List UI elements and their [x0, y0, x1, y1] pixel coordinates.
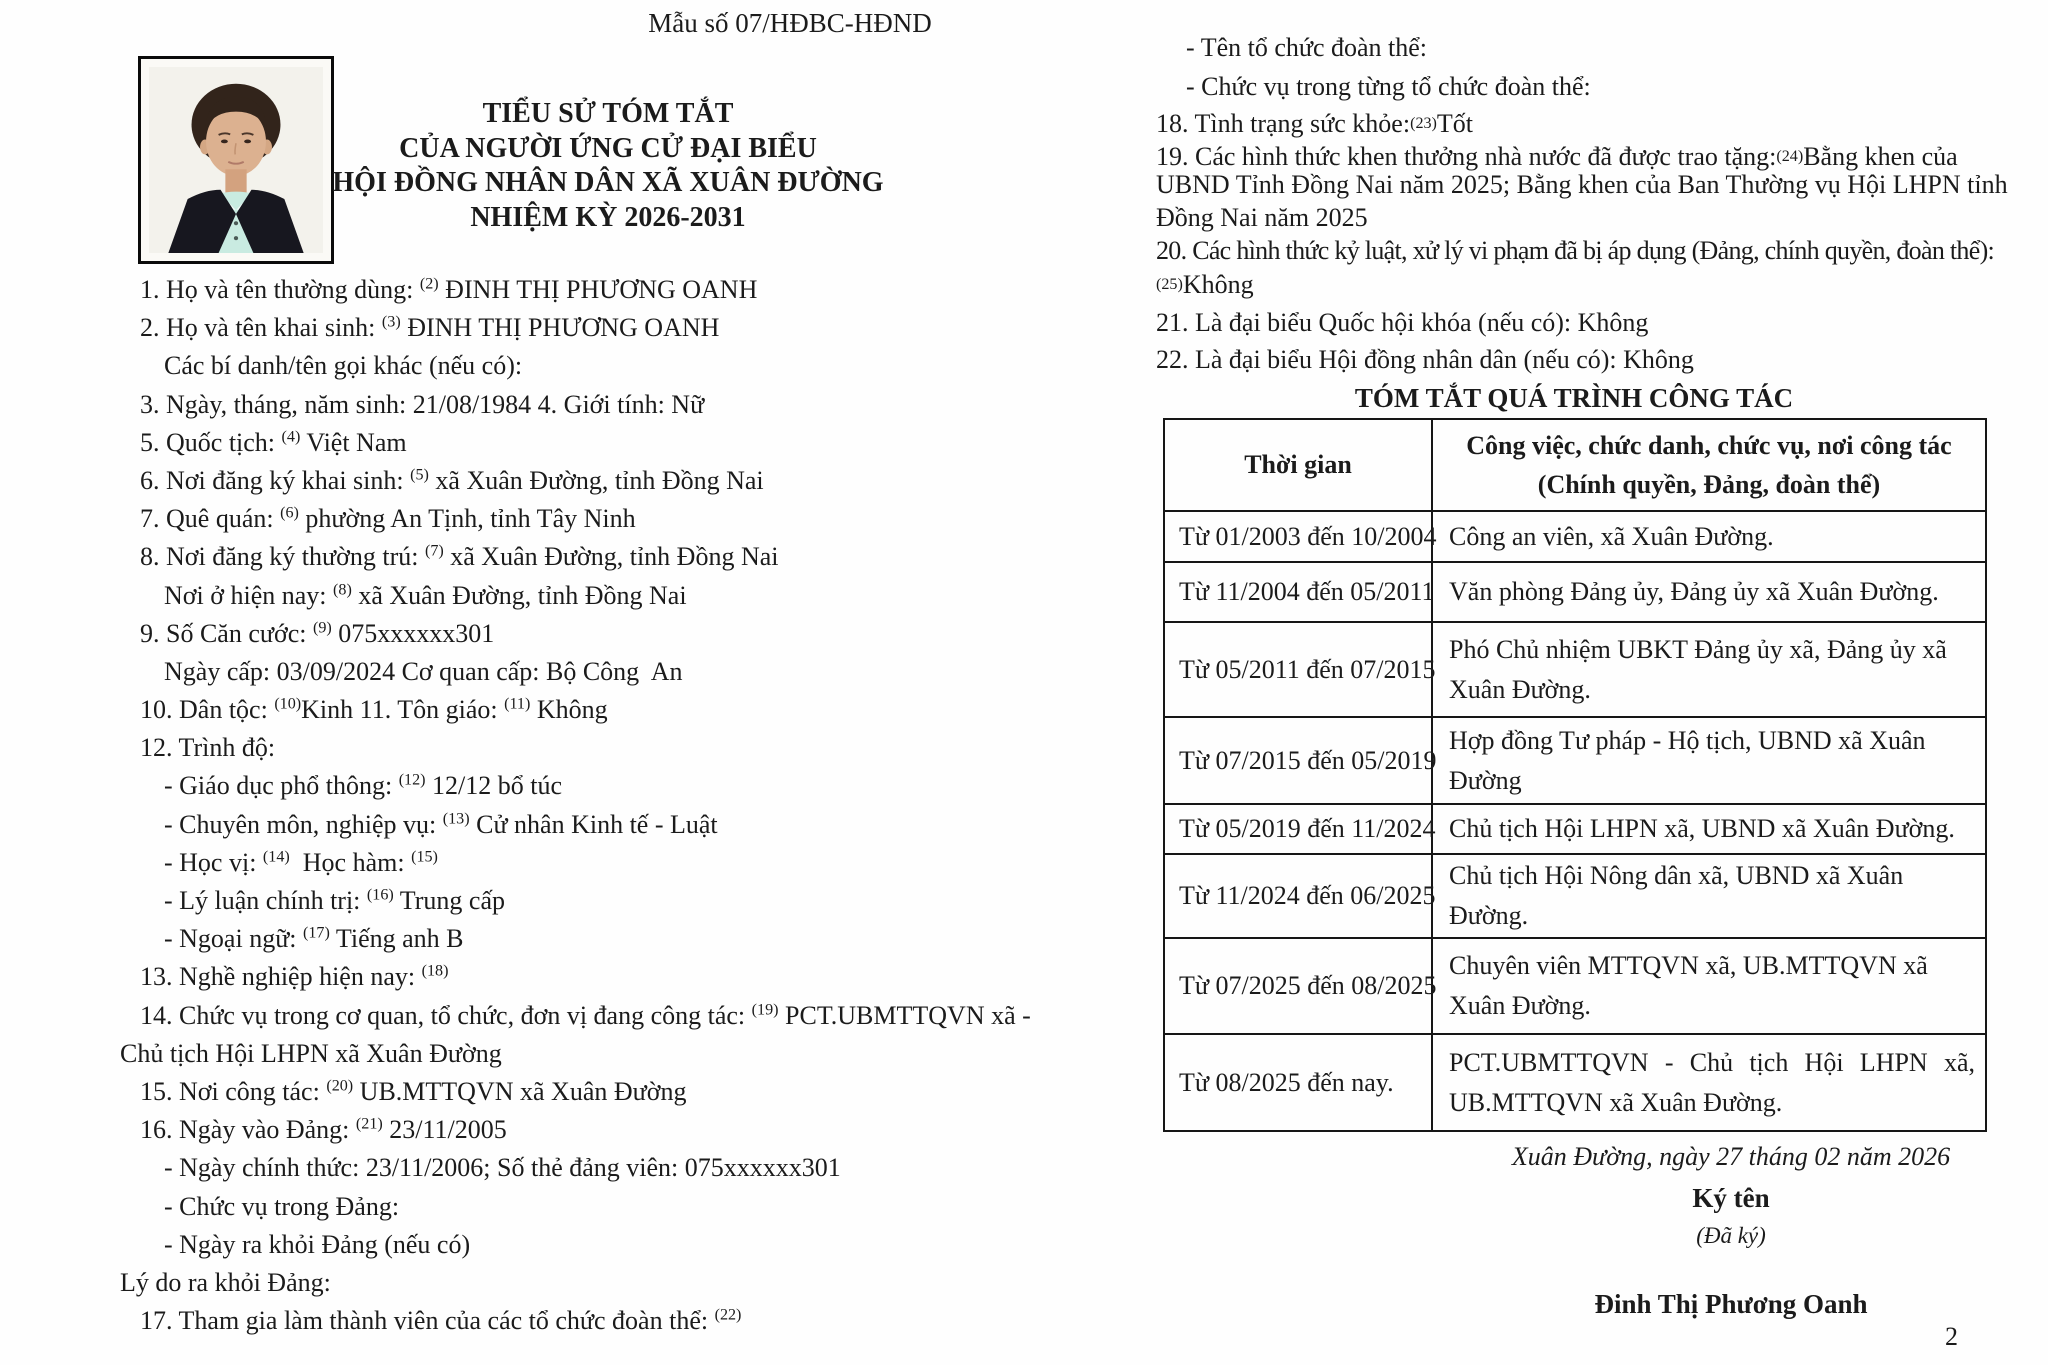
row-job: Công an viên, xã Xuân Đường. — [1432, 511, 1986, 562]
field-professional: - Chuyên môn, nghiệp vụ: $^{(13)}$ Cử nhân Kinh tế - Luật — [164, 809, 718, 839]
field-permanent-residence: 8. Nơi đăng ký thường trú: $^{(7)}$ xã Xuân Đường, tỉnh Đồng Nai — [140, 542, 779, 572]
field-hometown: 7. Quê quán: $^{(6)}$ phường An Tịnh, tỉnh Tây Ninh — [140, 504, 636, 534]
field-nationality: 5. Quốc tịch: $^{(4)}$ Việt Nam — [140, 427, 407, 457]
field-id-issue: Ngày cấp: 03/09/2024 Cơ quan cấp: Bộ Công An — [164, 656, 683, 686]
work-history-row — [1164, 717, 1986, 804]
field-id-number: 9. Số Căn cước: $^{(9)}$ 075xxxxxx301 — [140, 618, 495, 648]
field-birth-registration: 6. Nơi đăng ký khai sinh: $^{(5)}$ xã Xuân Đường, tỉnh Đồng Nai — [140, 465, 764, 495]
work-history-row — [1164, 511, 1986, 562]
field-birth-name: 2. Họ và tên khai sinh: $^{(3)}$ ĐINH THỊ PHƯƠNG OANH — [140, 313, 720, 343]
field-party-leave-reason: Lý do ra khỏi Đảng: — [120, 1267, 331, 1297]
work-history-header-row — [1164, 419, 1986, 511]
row-job: Phó Chủ nhiệm UBKT Đảng ủy xã, Đảng ủy xã Xuân Đường. — [1432, 622, 1986, 717]
field-foreign-language: - Ngoại ngữ: $^{(17)}$ Tiếng anh B — [164, 924, 464, 954]
row-job: Chủ tịch Hội LHPN xã, UBND xã Xuân Đường. — [1432, 804, 1986, 854]
work-history-row — [1164, 804, 1986, 854]
field-party-join-date: 16. Ngày vào Đảng: $^{(21)}$ 23/11/2005 — [140, 1115, 507, 1145]
portrait-image — [149, 67, 323, 253]
field-awards-line3: Đồng Nai năm 2025 — [1156, 203, 1368, 232]
page-number: 2 — [1945, 1322, 1958, 1351]
row-time: Từ 11/2024 đến 06/2025 — [1164, 854, 1432, 938]
title-line: NHIỆM KỲ 2026-2031 — [470, 201, 746, 233]
col-header-time: Thời gian — [1164, 419, 1432, 511]
document-title — [308, 97, 908, 235]
work-history-row — [1164, 938, 1986, 1034]
col-header-job — [1432, 419, 1986, 511]
field-general-education: - Giáo dục phổ thông: $^{(12)}$ 12/12 bổ túc — [164, 771, 563, 801]
row-job: Hợp đồng Tư pháp - Hộ tịch, UBND xã Xuân Đường — [1432, 717, 1986, 804]
field-current-residence: Nơi ở hiện nay: $^{(8)}$ xã Xuân Đường, tỉnh Đồng Nai — [164, 580, 687, 610]
sign-label: Ký tên — [1692, 1183, 1770, 1213]
work-history-row — [1164, 622, 1986, 717]
row-time: Từ 05/2019 đến 11/2024 — [1164, 804, 1432, 854]
signer-name: Đinh Thị Phương Oanh — [1594, 1289, 1868, 1319]
field-common-name: 1. Họ và tên thường dùng: $^{(2)}$ ĐINH THỊ PHƯƠNG OANH — [140, 275, 758, 304]
field-health: 18. Tình trạng sức khỏe: (23) Tốt — [1156, 109, 1474, 138]
field-organizations: 17. Tham gia làm thành viên của các tổ chức đoàn thể: $^{(22)}$ — [140, 1306, 742, 1336]
row-job: Chủ tịch Hội Nông dân xã, UBND xã Xuân Đường. — [1432, 854, 1986, 938]
row-time: Từ 11/2004 đến 05/2011 — [1164, 562, 1432, 622]
row-time: Từ 08/2025 đến nay. — [1164, 1034, 1432, 1131]
row-job: Chuyên viên MTTQVN xã, UB.MTTQVN xã Xuân Đường. — [1432, 938, 1986, 1034]
field-position-cont: Chủ tịch Hội LHPN xã Xuân Đường — [120, 1038, 502, 1068]
form-number: Mẫu số 07/HĐBC-HĐND — [648, 8, 932, 38]
bio-right-column — [1156, 28, 2016, 378]
row-time: Từ 07/2025 đến 08/2025 — [1164, 938, 1432, 1034]
field-position: 14. Chức vụ trong cơ quan, tổ chức, đơn vị đang công tác: $^{(19)}$ PCT.UBMTTQVN xã - — [140, 1000, 1031, 1030]
field-awards-line1: 19. Các hình thức khen thưởng nhà nước đã được trao tặng: (24) Bằng khen của — [1156, 142, 1958, 171]
signature-space — [1331, 1254, 2048, 1284]
col-header-job-line1: Công việc, chức danh, chức vụ, nơi công tác — [1466, 431, 1952, 460]
field-political-theory: - Lý luận chính trị: $^{(16)}$ Trung cấp — [164, 886, 505, 915]
work-history-table — [1163, 418, 1987, 1132]
field-aliases: Các bí danh/tên gọi khác (nếu có): — [164, 351, 523, 381]
row-time: Từ 07/2015 đến 05/2019 — [1164, 717, 1432, 804]
title-line: CỦA NGƯỜI ỨNG CỬ ĐẠI BIỂU — [399, 132, 817, 164]
field-na-deputy: 21. Là đại biểu Quốc hội khóa (nếu có): Không — [1156, 307, 1649, 337]
field-education: 12. Trình độ: — [140, 733, 276, 763]
field-dob-gender: 3. Ngày, tháng, năm sinh: 21/08/1984 4. Giới tính: Nữ — [140, 389, 705, 419]
field-degree-title: - Học vị: $^{(14)}$ Học hàm: $^{(15)}$ — [164, 847, 438, 877]
field-party-official-date: - Ngày chính thức: 23/11/2006; Số thẻ đảng viên: 075xxxxxx301 — [164, 1153, 841, 1183]
field-awards-line2: UBND Tỉnh Đồng Nai năm 2025; Bằng khen của Ban Thường vụ Hội LHPN tỉnh — [1156, 170, 2008, 199]
place-date: Xuân Đường, ngày 27 tháng 02 năm 2026 — [1511, 1142, 1951, 1171]
field-workplace: 15. Nơi công tác: $^{(20)}$ UB.MTTQVN xã Xuân Đường — [140, 1076, 687, 1106]
field-party-leave-date: - Ngày ra khỏi Đảng (nếu có) — [164, 1229, 471, 1259]
title-line: HỘI ĐỒNG NHÂN DÂN XÃ XUÂN ĐƯỜNG — [332, 167, 884, 198]
field-ethnicity-religion: 10. Dân tộc: $^{(10)}$Kinh 11. Tôn giáo: $^{(11)}$ Không — [140, 695, 608, 725]
col-header-job-line2: (Chính quyền, Đảng, đoàn thể) — [1537, 470, 1881, 499]
field-discipline-line2: (25) Không — [1156, 269, 1254, 299]
field-occupation: 13. Nghề nghiệp hiện nay: $^{(18)}$ — [140, 962, 449, 992]
signed-note: (Đã ký) — [1696, 1223, 1766, 1248]
row-job: PCT.UBMTTQVN - Chủ tịch Hội LHPN xã, UB.MTTQVN xã Xuân Đường. — [1432, 1034, 1986, 1131]
row-time: Từ 01/2003 đến 10/2004 — [1164, 511, 1432, 562]
work-history-row — [1164, 562, 1986, 622]
work-history-row — [1164, 1034, 1986, 1131]
work-history-title: TÓM TẮT QUÁ TRÌNH CÔNG TÁC — [1354, 383, 1794, 413]
field-council-deputy: 22. Là đại biểu Hội đồng nhân dân (nếu có): Không — [1156, 344, 1694, 374]
field-discipline-line1: 20. Các hình thức kỷ luật, xử lý vi phạm đã bị áp dụng (Đảng, chính quyền, đoàn thể): — [1156, 236, 1995, 265]
field-org-name: - Tên tổ chức đoàn thể: — [1186, 33, 1428, 62]
work-history-row — [1164, 854, 1986, 938]
bio-left-column — [118, 271, 1128, 1340]
field-org-positions: - Chức vụ trong từng tổ chức đoàn thể: — [1186, 71, 1591, 101]
signature-block — [1331, 1136, 2048, 1324]
field-party-position: - Chức vụ trong Đảng: — [164, 1191, 400, 1221]
candidate-photo — [138, 56, 334, 264]
title-line: TIỂU SỬ TÓM TẮT — [482, 98, 734, 129]
row-job: Văn phòng Đảng ủy, Đảng ủy xã Xuân Đường. — [1432, 562, 1986, 622]
row-time: Từ 05/2011 đến 07/2015 — [1164, 622, 1432, 717]
